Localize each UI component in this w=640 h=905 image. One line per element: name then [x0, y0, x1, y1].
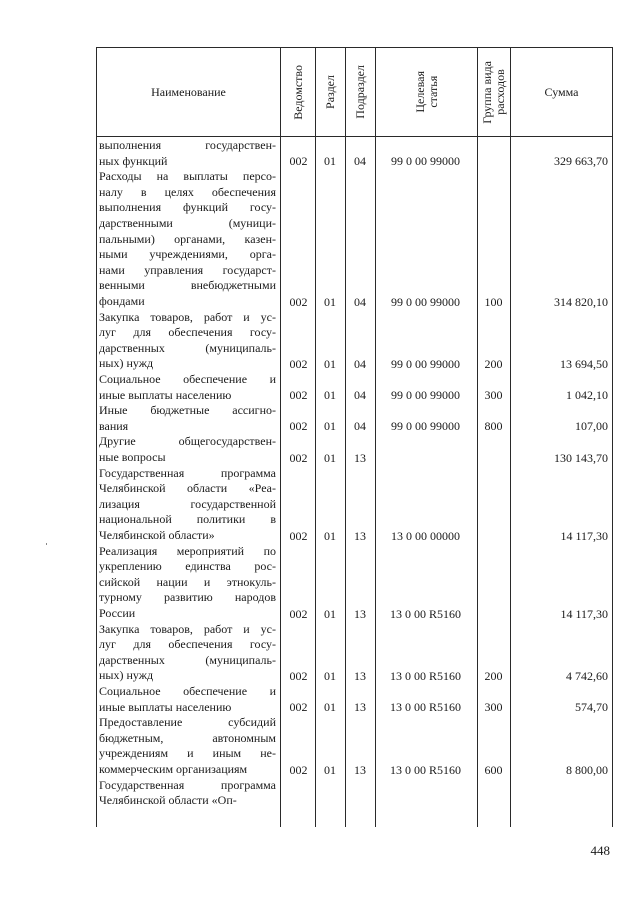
row-sum: 574,70 [575, 700, 608, 715]
row-razdel: 01 [324, 154, 336, 169]
row-sum: 314 820,10 [554, 294, 608, 309]
row-podrazdel: 04 [354, 294, 366, 309]
row-podrazdel: 13 [354, 450, 366, 465]
row-name-line: нами управления государст- [99, 262, 276, 277]
row-name-line: пальными) органами, казен- [99, 231, 276, 246]
row-cel: 99 0 00 99000 [391, 154, 460, 169]
row-podrazdel: 13 [354, 528, 366, 543]
row-cel: 13 0 00 R5160 [389, 606, 461, 621]
row-sum: 1 042,10 [566, 388, 608, 403]
row-name-line: Челябинской области» [99, 527, 215, 542]
row-razdel: 01 [324, 356, 336, 371]
header-name-text: Наименование [151, 84, 226, 99]
header-cel-line1: Целевая [412, 71, 427, 113]
row-name-line: луг для обеспечения госу- [99, 637, 276, 652]
row-sum: 14 117,30 [560, 606, 608, 621]
row-name-line: налу в целях обеспечения [99, 184, 276, 199]
margin-mark [46, 543, 47, 545]
col-border-left [96, 47, 97, 827]
header-podrazdel [346, 48, 375, 136]
row-name-line: Государственная программа [99, 465, 276, 480]
row-sum: 14 117,30 [560, 528, 608, 543]
row-cel: 13 0 00 R5160 [389, 700, 461, 715]
row-grp: 200 [484, 356, 503, 371]
row-name [99, 403, 276, 434]
row-ved: 002 [289, 700, 308, 715]
header-grp-text [481, 61, 507, 124]
row-sum: 8 800,00 [566, 762, 608, 777]
row-name [99, 169, 276, 309]
row-cel: 99 0 00 99000 [391, 294, 460, 309]
row-name-line: выполнения функций госу- [99, 200, 276, 215]
row-podrazdel: 04 [354, 419, 366, 434]
row-name [99, 715, 276, 777]
row-podrazdel: 13 [354, 668, 366, 683]
row-name-line: Закупка товаров, работ и ус- [99, 621, 276, 636]
row-razdel: 01 [324, 606, 336, 621]
row-sum: 13 694,50 [560, 356, 608, 371]
row-podrazdel: 04 [354, 388, 366, 403]
row-name-line: венными внебюджетными [99, 278, 276, 293]
row-name [99, 310, 276, 372]
row-razdel: 01 [324, 388, 336, 403]
row-grp: 300 [484, 388, 503, 403]
row-cel: 13 0 00 00000 [391, 528, 460, 543]
row-name [99, 544, 276, 622]
row-name-line: сийской нации и этнокуль- [99, 574, 276, 589]
row-name-line: фондами [99, 293, 145, 308]
row-name [99, 434, 276, 465]
col-border-right [612, 47, 613, 827]
row-name-line: Предоставление субсидий [99, 715, 276, 730]
row-name-line: укреплению единства рос- [99, 559, 276, 574]
row-cel: 99 0 00 99000 [391, 356, 460, 371]
header-sum [511, 48, 612, 136]
row-name-line: Закупка товаров, работ и ус- [99, 309, 276, 324]
row-cel: 99 0 00 99000 [391, 419, 460, 434]
row-name-line: дарственных (муниципаль- [99, 340, 276, 355]
row-ved: 002 [289, 528, 308, 543]
col-border-sum [510, 47, 511, 827]
header-sum-text: Сумма [544, 84, 579, 99]
header-ved-text: Ведомство [290, 64, 305, 120]
row-name-line: учреждениям и иным не- [99, 746, 276, 761]
row-grp: 200 [484, 668, 503, 683]
row-razdel: 01 [324, 762, 336, 777]
row-razdel: 01 [324, 700, 336, 715]
header-ved [281, 48, 315, 136]
row-name-line: выполнения государствен- [99, 138, 276, 152]
row-grp: 800 [484, 419, 503, 434]
row-name-line: ных) нужд [99, 668, 154, 683]
row-name-line: Челябинской области «Реа- [99, 481, 276, 496]
row-podrazdel: 13 [354, 700, 366, 715]
header-podrazdel-text: Подраздел [353, 65, 367, 119]
row-sum: 107,00 [575, 419, 608, 434]
row-grp: 100 [484, 294, 503, 309]
row-ved: 002 [289, 154, 308, 169]
header-bottom-border [96, 136, 612, 137]
row-name [99, 466, 276, 544]
row-podrazdel: 13 [354, 606, 366, 621]
col-border-ved [280, 47, 281, 827]
header-grp [478, 48, 510, 136]
row-grp: 300 [484, 700, 503, 715]
row-name-line: Другие общегосударствен- [99, 434, 276, 449]
header-grp-line2: расходов [493, 69, 507, 115]
header-grp-line1: Группа вида [480, 60, 494, 124]
header-razdel [316, 48, 345, 136]
row-name-line: Расходы на выплаты персо- [99, 169, 276, 184]
header-cel [376, 48, 477, 136]
row-sum: 4 742,60 [566, 668, 608, 683]
row-name-line: луг для обеспечения госу- [99, 325, 276, 340]
row-sum: 130 143,70 [554, 450, 608, 465]
row-name-line: ных) нужд [99, 356, 154, 371]
row-name-line: дарственных (муниципаль- [99, 652, 276, 667]
row-ved: 002 [289, 606, 308, 621]
row-name-line: Иные бюджетные ассигно- [99, 403, 276, 418]
row-name-line: Челябинской области «Оп- [99, 793, 237, 808]
row-cel: 99 0 00 99000 [391, 388, 460, 403]
row-name [99, 138, 276, 169]
row-ved: 002 [289, 419, 308, 434]
row-name-line: вания [99, 418, 129, 433]
row-name-line: ных функций [99, 153, 168, 168]
header-cel-text [414, 71, 440, 113]
row-name-line: дарственными (муници- [99, 215, 276, 230]
row-ved: 002 [289, 762, 308, 777]
page-number: 448 [590, 843, 610, 858]
header-razdel-text: Раздел [323, 75, 337, 109]
row-razdel: 01 [324, 528, 336, 543]
row-podrazdel: 04 [354, 356, 366, 371]
row-sum: 329 663,70 [554, 154, 608, 169]
row-name-line: ными учреждениями, орга- [99, 247, 276, 262]
row-name [99, 778, 276, 809]
row-name [99, 684, 276, 715]
row-ved: 002 [289, 450, 308, 465]
row-ved: 002 [289, 388, 308, 403]
row-razdel: 01 [324, 668, 336, 683]
row-ved: 002 [289, 668, 308, 683]
row-name-line: национальной политики в [99, 512, 276, 527]
row-name-line: иные выплаты населению [99, 387, 232, 402]
row-name-line: турному развитию народов [99, 590, 276, 605]
row-name-line: ные вопросы [99, 449, 166, 464]
row-name-line: Реализация мероприятий по [99, 543, 276, 558]
row-name-line: коммерческим организациям [99, 761, 248, 776]
row-razdel: 01 [324, 294, 336, 309]
row-cel: 13 0 00 R5160 [389, 668, 461, 683]
row-name-line: Социальное обеспечение и [99, 372, 276, 386]
row-grp: 600 [484, 762, 503, 777]
row-name-line: Государственная программа [99, 777, 276, 792]
row-razdel: 01 [324, 450, 336, 465]
row-cel: 13 0 00 R5160 [389, 762, 461, 777]
row-name-line: России [99, 605, 136, 620]
row-podrazdel: 13 [354, 762, 366, 777]
row-podrazdel: 04 [354, 154, 366, 169]
row-name [99, 622, 276, 684]
header-cel-line2: статья [425, 76, 440, 108]
row-name-line: лизация государственной [99, 496, 276, 511]
header-name [97, 48, 280, 136]
row-name [99, 372, 276, 403]
row-name-line: бюджетным, автономным [99, 730, 276, 745]
row-razdel: 01 [324, 419, 336, 434]
row-name-line: иные выплаты населению [99, 699, 232, 714]
row-ved: 002 [289, 356, 308, 371]
row-ved: 002 [289, 294, 308, 309]
row-name-line: Социальное обеспечение и [99, 684, 276, 698]
